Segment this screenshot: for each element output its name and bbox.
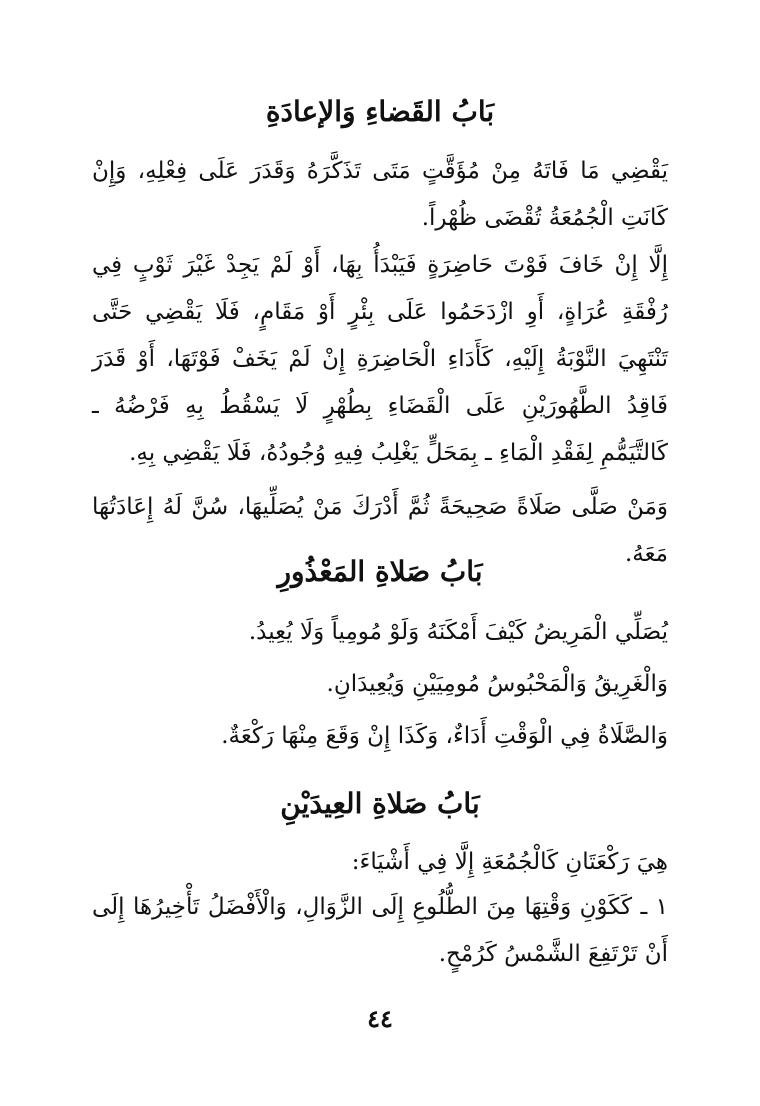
section-title-qada: بَابُ القَضاءِ وَالإعادَةِ [265, 95, 495, 128]
paragraph-mazur-3: وَالصَّلَاةُ فِي الْوَقْتِ أَدَاءٌ، وَكَذَا إِنْ وَقَعَ مِنْهَا رَكْعَةٌ. [221, 723, 668, 749]
paragraph-qada-2: إِلَّا إِنْ خَافَ فَوْتَ حَاضِرَةٍ فَيَبْدَأُ بِهَا، أَوْ لَمْ يَجِدْ غَيْرَ ثَوْبٍ فِي رُفْقَةِ عُرَاةٍ، أَوِ ازْدَحَمُوا عَلَى بِئْرٍ أَوْ مَقَامٍ، فَلَا يَقْضِي حَتَّى تَنْتَهِيَ النَّوْبَةُ إِلَيْهِ، كَأَدَاءِ الْحَاضِرَةِ إِنْ لَمْ يَخَفْ فَوْتَهَا، أَوْ قَدَرَ فَاقِدُ الطَّهُورَيْنِ عَلَى الْقَضَاءِ بِطُهْرٍ لَا يَسْقُطُ بِهِ فَرْضُهُ ـ كَالتَّيَمُّمِ لِفَقْدِ الْمَاءِ ـ بِمَحَلٍّ يَغْلِبُ فِيهِ وُجُودُهُ، فَلَا يَقْضِي بِهِ. [92, 252, 668, 466]
paragraph-mazur-1: يُصَلِّي الْمَرِيضُ كَيْفَ أَمْكَنَهُ وَلَوْ مُومِياً وَلَا يُعِيدُ. [248, 619, 668, 645]
section-title-mazur: بَابُ صَلاةِ المَعْذُورِ [277, 555, 483, 588]
section-title-eidain: بَابُ صَلاةِ العِيدَيْنِ [280, 787, 480, 820]
paragraph-eidain-2: ١ ـ كَكَوْنِ وَقْتِهَا مِنَ الطُّلُوعِ إِلَى الزَّوَالِ، وَالْأَفْضَلُ تَأْخِيرُهَا إِلَى أَنْ تَرْتَفِعَ الشَّمْسُ كَرُمْحٍ. [92, 894, 668, 967]
paragraph-qada-3: وَمَنْ صَلَّى صَلَاةً صَحِيحَةً ثُمَّ أَدْرَكَ مَنْ يُصَلِّيهَا، سُنَّ لَهُ إِعَادَتُهَا مَعَهُ. [92, 494, 668, 567]
paragraph-eidain-1: هِيَ رَكْعَتَانِ كَالْجُمُعَةِ إِلَّا فِي أَشْيَاءَ: [351, 849, 668, 875]
paragraph-mazur-2: وَالْغَرِيقُ وَالْمَحْبُوسُ مُومِيَيْنِ وَيُعِيدَانِ. [326, 671, 668, 697]
page-number: ٤٤ [367, 1004, 393, 1033]
paragraph-qada-1: يَقْضِي مَا فَاتَهُ مِنْ مُؤَقَّتٍ مَتَى تَذَكَّرَهُ وَقَدَرَ عَلَى فِعْلِهِ، وَإِنْ كَانَتِ الْجُمُعَةُ تُقْضَى ظُهْراً. [92, 158, 668, 231]
